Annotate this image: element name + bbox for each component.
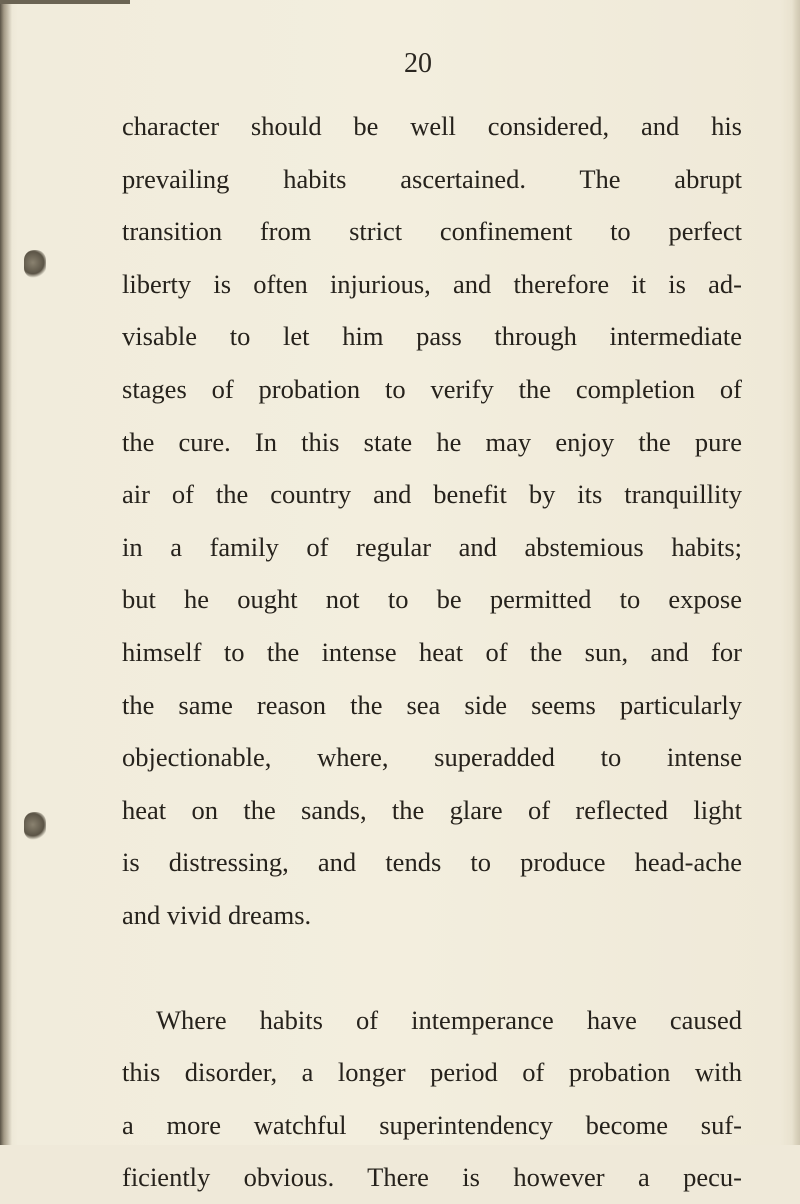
text-line: a more watchful superintendency become suf-: [122, 1109, 742, 1140]
text-line: is distressing, and tends to produce head-ache: [122, 847, 742, 878]
text-line: stages of probation to verify the completion of: [122, 373, 742, 404]
text-line: heat on the sands, the glare of reflected light: [122, 794, 742, 825]
binding-hole-icon: [24, 250, 46, 278]
text-line: objectionable, where, superadded to intense: [122, 742, 742, 773]
text-line: himself to the intense heat of the sun, and for: [122, 636, 742, 667]
text-line: and vivid dreams.: [122, 899, 312, 930]
text-line: transition from strict confinement to perfect: [122, 216, 742, 247]
text-line: in a family of regular and abstemious habits;: [122, 531, 742, 562]
text-line: visable to let him pass through intermediate: [122, 321, 742, 352]
spine-shadow: [0, 0, 12, 1145]
text-line: this disorder, a longer period of probation with: [122, 1057, 742, 1088]
text-line: Where habits of intemperance have caused: [156, 1004, 742, 1035]
paragraph: [122, 994, 742, 1204]
text-line: ficiently obvious. There is however a pecu-: [122, 1162, 742, 1193]
paragraph-gap: [122, 942, 742, 994]
text-line: character should be well considered, and his: [122, 111, 742, 141]
text-line: the cure. In this state he may enjoy the pure: [122, 426, 742, 457]
text-line: prevailing habits ascertained. The abrupt: [122, 163, 742, 194]
text-line: liberty is often injurious, and therefore it is ad-: [122, 268, 742, 299]
text-line: air of the country and benefit by its tranquillity: [122, 479, 742, 510]
text-line: the same reason the sea side seems particularly: [122, 689, 742, 720]
page-right-edge: [792, 0, 800, 1145]
paragraph: [122, 100, 742, 942]
binding-hole-icon: [24, 812, 46, 840]
page-number: 20: [404, 48, 432, 79]
text-line: but he ought not to be permitted to expose: [122, 584, 742, 615]
body-text: [122, 100, 742, 1204]
page-top-edge: [0, 0, 130, 4]
